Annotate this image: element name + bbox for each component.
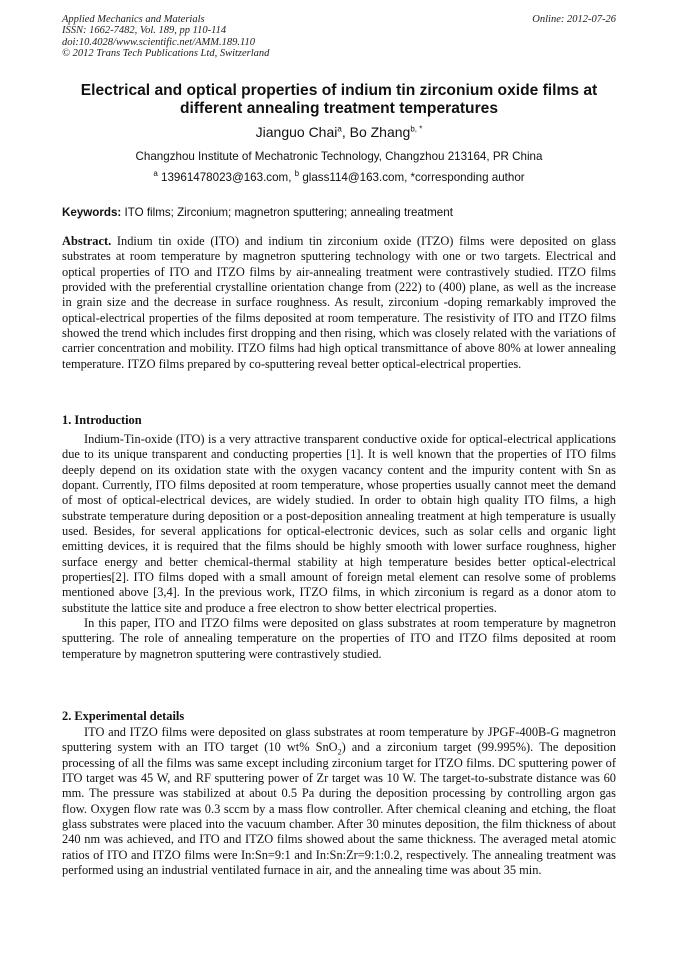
journal-header	[62, 14, 616, 60]
paragraph: In this paper, ITO and ITZO films were deposited on glass substrates at room temperature by magnetron sputtering. The role of annealing temperature on the properties of ITO and ITZO films deposited at room temperature by magnetron sputtering were contrastively studied.	[62, 616, 616, 661]
email-line	[62, 171, 616, 185]
author-name: Bo Zhang	[349, 124, 411, 140]
section-heading	[62, 413, 616, 428]
affiliation: Changzhou Institute of Mechatronic Technology, Changzhou 213164, PR China	[135, 150, 543, 163]
journal-copyright: © 2012 Trans Tech Publications Ltd, Switzerland	[62, 48, 270, 60]
author-superscript: b, *	[410, 124, 423, 134]
keywords	[62, 206, 616, 220]
email-superscript: b	[294, 169, 300, 179]
abstract-text: Indium tin oxide (ITO) and indium tin zirconium oxide (ITZO) films were deposited on glass substrates at room temperature by magnetron sputtering technology with one or two targets. Electrical and optical properties of ITO and ITZO films by air-annealing treatment were contrastively studied. ITZO films provided with the preferential crystalline orientation change from (222) to (400) plane, as well as the increase in grain size and the decrease in surface roughness. As result, zirconium -doping remarkably improved the optical-electrical properties of the films deposited at room temperature. The resistivity of ITO and ITZO films showed the trend which includes first dropping and then rising, which was closely related with the variations of carrier concentration and mobility. ITZO films had high optical transmittance of above 80% at lower annealing temperature. ITZO films prepared by co-sputtering reveal better optical-electrical properties.	[62, 234, 616, 371]
intro-section	[62, 432, 616, 662]
paragraph	[62, 725, 616, 878]
section-heading	[62, 709, 616, 724]
author-line	[62, 124, 616, 141]
email-address: 13961478023@163.com,	[157, 171, 295, 184]
paper-title: Electrical and optical properties of indium tin zirconium oxide films at different annealing treatment temperatures	[80, 82, 598, 117]
author-superscript: a	[337, 124, 342, 134]
subscript: 2	[337, 747, 342, 757]
journal-doi: doi:10.4028/www.scientific.net/AMM.189.110	[62, 36, 255, 48]
keywords-text: ITO films; Zirconium; magnetron sputtering; annealing treatment	[121, 206, 453, 219]
author-name: Jianguo Chai	[255, 124, 338, 140]
abstract	[62, 234, 616, 372]
journal-name: Applied Mechanics and Materials	[62, 14, 205, 25]
abstract-label: Abstract.	[62, 234, 112, 248]
experimental-heading: 2. Experimental details	[62, 709, 185, 723]
paragraph-text: ) and a zirconium target (99.995%). The deposition processing of all the films was same except including zirconium target for ITZO films. DC sputtering power of ITO target was 45 W, and RF sputtering power of Zr target was 10 W. The target-to-substrate distance was 60 mm. The pressure was stabilized at about 0.5 Pa during the deposition processing by controlling argon gas flow. Oxygen flow rate was 0.3 sccm by a mass flow controller. After chemical cleaning and etching, the float glass substrates were placed into the vacuum chamber. After 30 minutes deposition, the film thickness of about 240 nm was achieved, and ITO and ITZO films showed about the same thickness. The averaged metal atomic ratios of ITO and ITZO films were In:Sn=9:1 and In:Sn:Zr=9:1:0.2, respectively. The annealing treatment was performed using an industrial ventilated furnace in air, and the annealing time was about 35 min.	[62, 740, 616, 878]
author-separator: ,	[341, 124, 350, 140]
email-address: glass114@163.com, *corresponding author	[299, 171, 525, 184]
experimental-section	[62, 725, 616, 878]
online-date: Online: 2012-07-26	[532, 14, 616, 25]
email-superscript: a	[153, 169, 158, 179]
intro-heading: 1. Introduction	[62, 413, 142, 427]
paragraph: Indium-Tin-oxide (ITO) is a very attractive transparent conductive oxide for optical-electrical applications due to its unique transparent and conducting properties [1]. It is well known that the properties of ITO films deeply depend on its oxidation state with the oxygen vacancy content and the impurity content with Sn as dopant. Currently, ITO films deposited at room temperature, whose properties usually cannot meet the demand of most of optical-electrical devices, are widely studied. In order to obtain high quality ITO films, a high substrate temperature during deposition or a post-deposition annealing treatment at high temperature is usually used. Besides, for several applications for optical-electronic devices, such as solar cells and organic light emitting devices, it is required that the films should be highly smooth with lower surface roughness, higher surface energy and better chemical-thermal stability at high temperature besides better optical-electrical properties[2]. ITO films doped with a small amount of foreign metal element can resolve some of problems mentioned above [3,4]. In the previous work, ITZO films, in which zirconium is regard as a donor atom to substitute the lattice site and produce a free electron to show better electrical properties.	[62, 432, 616, 615]
journal-issn: ISSN: 1662-7482, Vol. 189, pp 110-114	[62, 25, 227, 37]
keywords-label: Keywords:	[62, 206, 122, 219]
paragraph-text: ITO and ITZO films were deposited on glass substrates at room temperature by JPGF-400B-G magnetron sputtering system with an ITO target (10 wt% SnO	[62, 725, 616, 755]
